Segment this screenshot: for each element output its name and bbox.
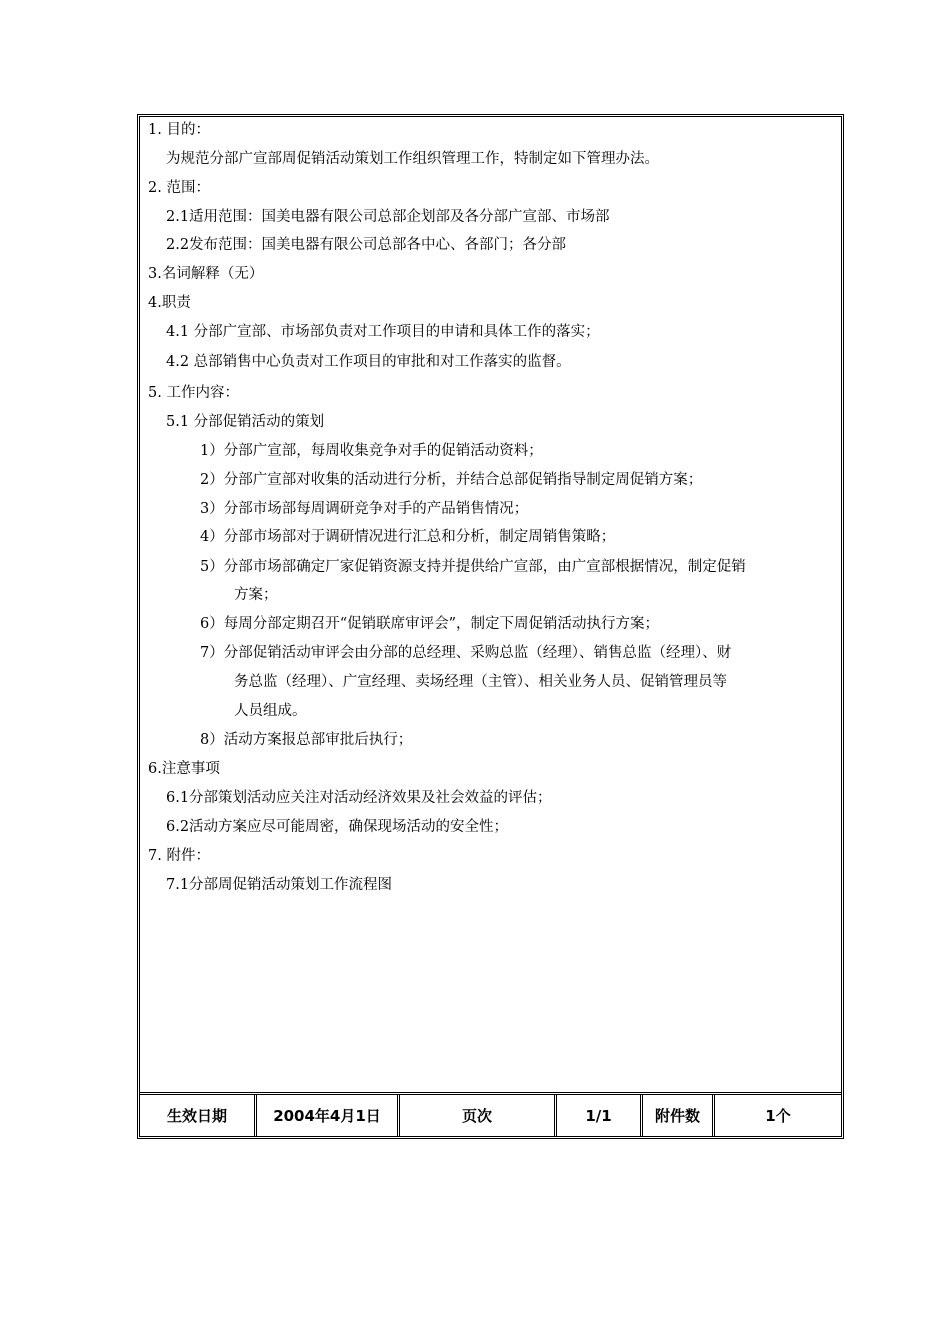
document-frame xyxy=(137,114,844,1139)
item-8-text: 8）活动方案报总部审批后执行； xyxy=(200,732,413,748)
section-1-heading: 1. 目的： xyxy=(148,122,210,138)
item-2-text: 2）分部广宣部对收集的活动进行分析，并结合总部促销指导制定周促销方案； xyxy=(200,472,703,488)
section-2-heading: 2. 范围： xyxy=(148,180,210,196)
section-6-heading: 6.注意事项 xyxy=(148,761,220,777)
item-5-text: 5）分部市场部确定厂家促销资源支持并提供给广宣部，由广宣部根据情况，制定促销 xyxy=(200,559,746,575)
item-7-continuation-2: 人员组成。 xyxy=(234,703,307,719)
footer-table xyxy=(140,1092,841,1136)
section-7-1-text: 7.1分部周促销活动策划工作流程图 xyxy=(166,877,393,893)
item-7-continuation-1: 务总监（经理）、广宣经理、卖场经理（主管）、相关业务人员、促销管理员等 xyxy=(234,674,727,690)
section-2-1-text: 2.1适用范围：国美电器有限公司总部企划部及各分部广宣部、市场部 xyxy=(166,209,610,225)
item-3-text: 3）分部市场部每周调研竞争对手的产品销售情况； xyxy=(200,501,529,517)
section-6-2-text: 6.2活动方案应尽可能周密，确保现场活动的安全性； xyxy=(166,819,509,835)
section-4-2-text: 4.2 总部销售中心负责对工作项目的审批和对工作落实的监督。 xyxy=(166,354,571,370)
section-4-heading: 4.职责 xyxy=(148,295,191,311)
section-5-1-heading: 5.1 分部促销活动的策划 xyxy=(166,414,325,430)
item-4-text: 4）分部市场部对于调研情况进行汇总和分析，制定周销售策略； xyxy=(200,529,616,545)
effective-date-label: 生效日期 xyxy=(140,1095,257,1136)
attachment-count-value: 1个 xyxy=(765,1107,791,1125)
section-1-text: 为规范分部广宣部周促销活动策划工作组织管理工作，特制定如下管理办法。 xyxy=(166,151,659,167)
item-5-continuation: 方案； xyxy=(234,587,278,603)
effective-date-value: 2004年4月1日 xyxy=(257,1095,400,1136)
page-label: 页次 xyxy=(400,1095,557,1136)
item-6-text: 6）每周分部定期召开“促销联席审评会”，制定下周促销活动执行方案； xyxy=(200,616,660,632)
item-7-text: 7）分部促销活动审评会由分部的总经理、采购总监（经理）、销售总监（经理）、财 xyxy=(200,645,732,661)
document-body xyxy=(140,117,841,1092)
section-3-heading: 3.名词解释（无） xyxy=(148,266,264,282)
section-7-heading: 7. 附件： xyxy=(148,848,210,864)
section-5-heading: 5. 工作内容： xyxy=(148,385,239,401)
section-2-2-text: 2.2发布范围：国美电器有限公司总部各中心、各部门；各分部 xyxy=(166,237,567,253)
section-6-1-text: 6.1分部策划活动应关注对活动经济效果及社会效益的评估； xyxy=(166,790,552,806)
section-4-1-text: 4.1 分部广宣部、市场部负责对工作项目的申请和具体工作的落实； xyxy=(166,324,600,340)
page-value: 1/1 xyxy=(557,1095,643,1136)
attachment-count-label: 附件数 xyxy=(643,1095,715,1136)
item-1-text: 1）分部广宣部，每周收集竞争对手的促销活动资料； xyxy=(200,443,543,459)
